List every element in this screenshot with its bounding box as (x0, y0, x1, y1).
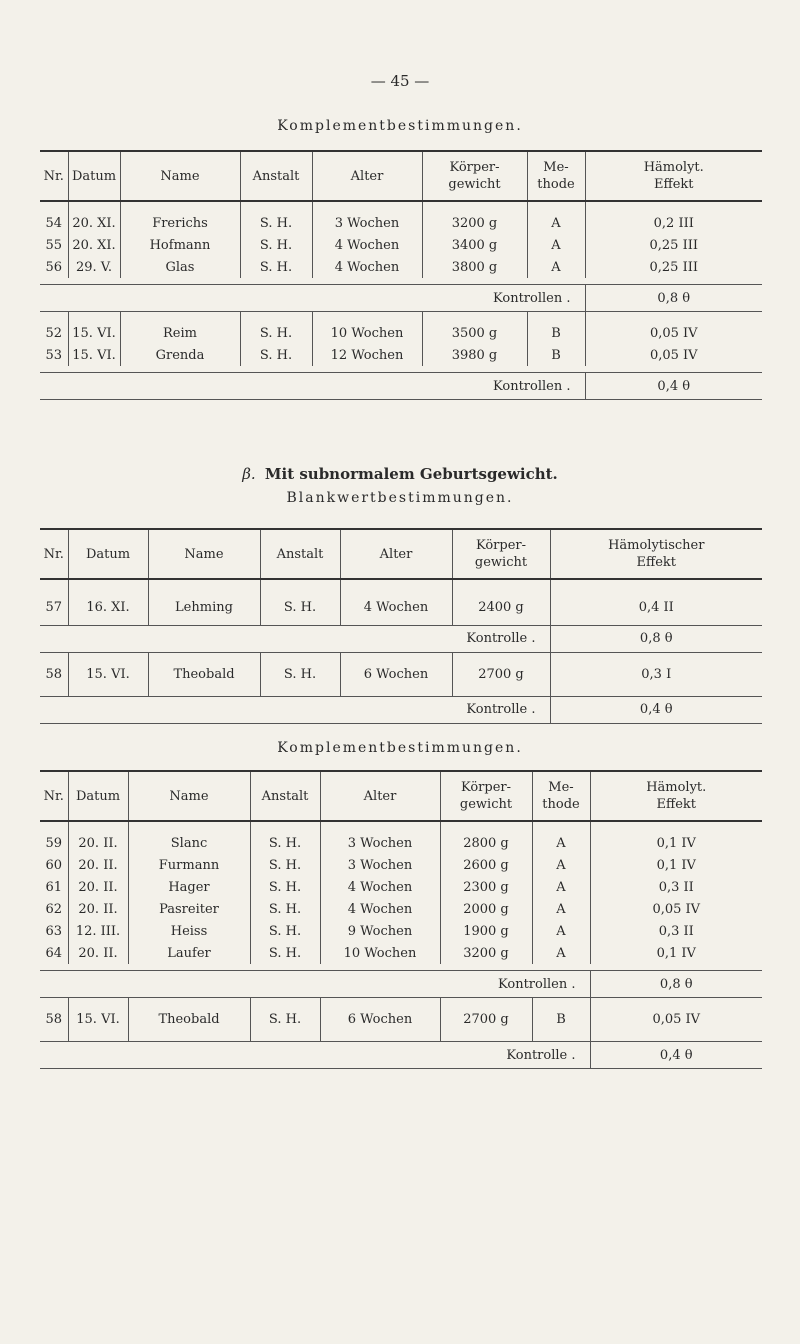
section2-heading (0, 465, 800, 483)
table-cell: 4 Wochen (320, 898, 440, 920)
table-cell: S. H. (250, 942, 320, 964)
column-header: Hämolytischer Effekt (550, 529, 762, 579)
table-cell: 53 (45, 347, 63, 363)
table-cell: A (527, 256, 585, 278)
table-row (40, 898, 762, 920)
control-value: 0,4 θ (550, 696, 762, 723)
table-cell: 3200 g (422, 201, 527, 234)
table-cell: A (527, 234, 585, 256)
section2-greek-label: β. (242, 465, 256, 483)
table-cell: 3200 g (440, 942, 532, 964)
control-row (40, 971, 762, 998)
table-cell: 15. VI. (68, 998, 128, 1042)
column-header: Datum (68, 529, 148, 579)
table-cell: 15. VI. (68, 344, 120, 366)
table-cell: 0,05 IV (590, 998, 762, 1042)
column-header: Alter (340, 529, 452, 579)
control-value: 0,8 θ (590, 971, 762, 998)
table-cell: 58 (45, 1012, 63, 1027)
table-cell: 56 (45, 259, 63, 275)
column-header: Hämolyt. Effekt (590, 771, 762, 821)
table-cell: 2700 g (440, 998, 532, 1042)
table-cell: Glas (120, 256, 240, 278)
column-header: Alter (320, 771, 440, 821)
table-cell: 60 (45, 857, 63, 873)
table-cell: 2600 g (440, 854, 532, 876)
table-cell: 15. VI. (68, 312, 120, 345)
table-row (40, 942, 762, 964)
table-cell: Laufer (128, 942, 250, 964)
table-row (40, 579, 762, 625)
table-cell: S. H. (250, 821, 320, 854)
table-header-row (40, 529, 762, 579)
table-cell: A (532, 821, 590, 854)
table-cell: A (532, 876, 590, 898)
column-header: Anstalt (250, 771, 320, 821)
table-cell: 4 Wochen (320, 876, 440, 898)
control-label: Kontrolle . (466, 702, 536, 717)
table-cell: S. H. (250, 998, 320, 1042)
table-cell: 58 (45, 666, 63, 682)
table-cell: 3 Wochen (320, 854, 440, 876)
column-header: Datum (68, 771, 128, 821)
table-cell: 0,05 IV (590, 898, 762, 920)
column-header: Nr. (43, 788, 64, 804)
control-row (40, 696, 762, 723)
table-cell: S. H. (250, 920, 320, 942)
table-cell: S. H. (260, 652, 340, 696)
table-cell: 6 Wochen (320, 998, 440, 1042)
table-cell: 61 (45, 879, 63, 895)
control-value: 0,4 θ (590, 1042, 762, 1069)
table-cell: 4 Wochen (312, 234, 422, 256)
table-cell: 20. XI. (68, 234, 120, 256)
table-row (40, 920, 762, 942)
table-cell: 2300 g (440, 876, 532, 898)
section3-table (40, 770, 762, 1069)
table-cell: 15. VI. (68, 652, 148, 696)
table-cell: 0,1 IV (590, 854, 762, 876)
table-cell: Theobald (128, 998, 250, 1042)
control-label: Kontrolle . (466, 631, 536, 646)
page-number: — 45 — (370, 72, 430, 90)
control-row (40, 285, 762, 312)
table-cell: 20. II. (68, 876, 128, 898)
column-header: Name (128, 771, 250, 821)
table-cell: 1900 g (440, 920, 532, 942)
table-cell: 57 (45, 599, 63, 615)
control-label: Kontrollen . (498, 976, 576, 992)
table-cell: Furmann (128, 854, 250, 876)
table-cell: 12. III. (68, 920, 128, 942)
table-cell: 4 Wochen (312, 256, 422, 278)
table-cell: 10 Wochen (320, 942, 440, 964)
table-cell: 54 (45, 215, 63, 231)
control-value: 0,8 θ (585, 285, 762, 312)
column-header: Körper- gewicht (422, 151, 527, 201)
column-header: Körper- gewicht (440, 771, 532, 821)
table-cell: 0,4 II (550, 579, 762, 625)
section2-title: Mit subnormalem Geburtsgewicht. (264, 465, 558, 483)
table-cell: 2400 g (452, 579, 550, 625)
table-cell: S. H. (260, 579, 340, 625)
table-cell: 20. II. (68, 898, 128, 920)
table-cell: 3980 g (422, 344, 527, 366)
column-header: Me- thode (532, 771, 590, 821)
table-cell: 29. V. (68, 256, 120, 278)
table-cell: S. H. (240, 256, 312, 278)
table-cell: Pasreiter (128, 898, 250, 920)
column-header: Anstalt (240, 151, 312, 201)
table-row (40, 344, 762, 366)
table-cell: 0,1 IV (590, 821, 762, 854)
table-cell: 0,05 IV (585, 312, 762, 345)
table-row (40, 256, 762, 278)
table-cell: S. H. (240, 234, 312, 256)
table-cell: 4 Wochen (340, 579, 452, 625)
column-header: Datum (68, 151, 120, 201)
table-cell: 3 Wochen (312, 201, 422, 234)
table-cell: A (532, 920, 590, 942)
table-header-row (40, 771, 762, 821)
table-cell: Hager (128, 876, 250, 898)
table-cell: 0,25 III (585, 234, 762, 256)
table-cell: 2000 g (440, 898, 532, 920)
table-row (40, 652, 762, 696)
table-cell: 20. II. (68, 821, 128, 854)
table-cell: 12 Wochen (312, 344, 422, 366)
table-cell: S. H. (240, 312, 312, 345)
column-header: Name (148, 529, 260, 579)
table-cell: 3500 g (422, 312, 527, 345)
table-cell: B (527, 312, 585, 345)
table-cell: 9 Wochen (320, 920, 440, 942)
table-row (40, 876, 762, 898)
table-cell: 64 (45, 945, 63, 961)
table-cell: 20. II. (68, 942, 128, 964)
control-row (40, 1042, 762, 1069)
table-row (40, 854, 762, 876)
table-row (40, 201, 762, 234)
control-value: 0,8 θ (550, 625, 762, 652)
table-cell: 0,1 IV (590, 942, 762, 964)
table-header-row (40, 151, 762, 201)
table-cell: 6 Wochen (340, 652, 452, 696)
control-row (40, 625, 762, 652)
table-cell: 63 (45, 923, 63, 939)
table-cell: 52 (45, 325, 63, 341)
control-value: 0,4 θ (585, 373, 762, 400)
section2-table (40, 528, 762, 724)
table-cell: 0,3 II (590, 920, 762, 942)
column-header: Nr. (43, 546, 64, 562)
column-header: Alter (312, 151, 422, 201)
table-cell: 62 (45, 901, 63, 917)
table-cell: 16. XI. (68, 579, 148, 625)
table-cell: S. H. (250, 876, 320, 898)
table-cell: Slanc (128, 821, 250, 854)
table-cell: Grenda (120, 344, 240, 366)
table-cell: 10 Wochen (312, 312, 422, 345)
table-cell: S. H. (250, 854, 320, 876)
control-row (40, 373, 762, 400)
table-cell: 3 Wochen (320, 821, 440, 854)
table-cell: A (532, 854, 590, 876)
table-cell: 55 (45, 237, 63, 253)
table-cell: 0,05 IV (585, 344, 762, 366)
control-label: Kontrolle . (506, 1047, 576, 1063)
table-cell: 3400 g (422, 234, 527, 256)
column-header: Nr. (43, 168, 64, 184)
table-cell: Hofmann (120, 234, 240, 256)
table-row (40, 312, 762, 345)
table-cell: S. H. (240, 344, 312, 366)
table-cell: 0,2 III (585, 201, 762, 234)
control-label: Kontrollen . (493, 378, 571, 394)
table-cell: 3800 g (422, 256, 527, 278)
table-cell: 2700 g (452, 652, 550, 696)
column-header: Hämolyt. Effekt (585, 151, 762, 201)
table-cell: 2800 g (440, 821, 532, 854)
table-cell: A (532, 898, 590, 920)
table-cell: Theobald (148, 652, 260, 696)
section1-caption: Komplementbestimmungen. (277, 118, 523, 134)
table-cell: Reim (120, 312, 240, 345)
column-header: Körper- gewicht (452, 529, 550, 579)
table-cell: B (527, 344, 585, 366)
section1-table (40, 150, 762, 400)
table-cell: A (527, 201, 585, 234)
table-cell: S. H. (250, 898, 320, 920)
table-cell: 59 (45, 835, 63, 851)
column-header: Name (120, 151, 240, 201)
table-cell: 20. II. (68, 854, 128, 876)
table-cell: Heiss (128, 920, 250, 942)
table-cell: A (532, 942, 590, 964)
table-cell: 0,3 II (590, 876, 762, 898)
table-cell: Lehming (148, 579, 260, 625)
table-row (40, 821, 762, 854)
table-cell: B (532, 998, 590, 1042)
section2-caption: Blankwertbestimmungen. (286, 490, 514, 506)
table-cell: 20. XI. (68, 201, 120, 234)
table-cell: 0,25 III (585, 256, 762, 278)
control-label: Kontrollen . (493, 290, 571, 306)
table-row (40, 234, 762, 256)
section3-caption: Komplementbestimmungen. (277, 740, 523, 756)
table-cell: 0,3 I (550, 652, 762, 696)
table-cell: Frerichs (120, 201, 240, 234)
column-header: Anstalt (260, 529, 340, 579)
column-header: Me- thode (527, 151, 585, 201)
table-cell: S. H. (240, 201, 312, 234)
table-row (40, 998, 762, 1042)
